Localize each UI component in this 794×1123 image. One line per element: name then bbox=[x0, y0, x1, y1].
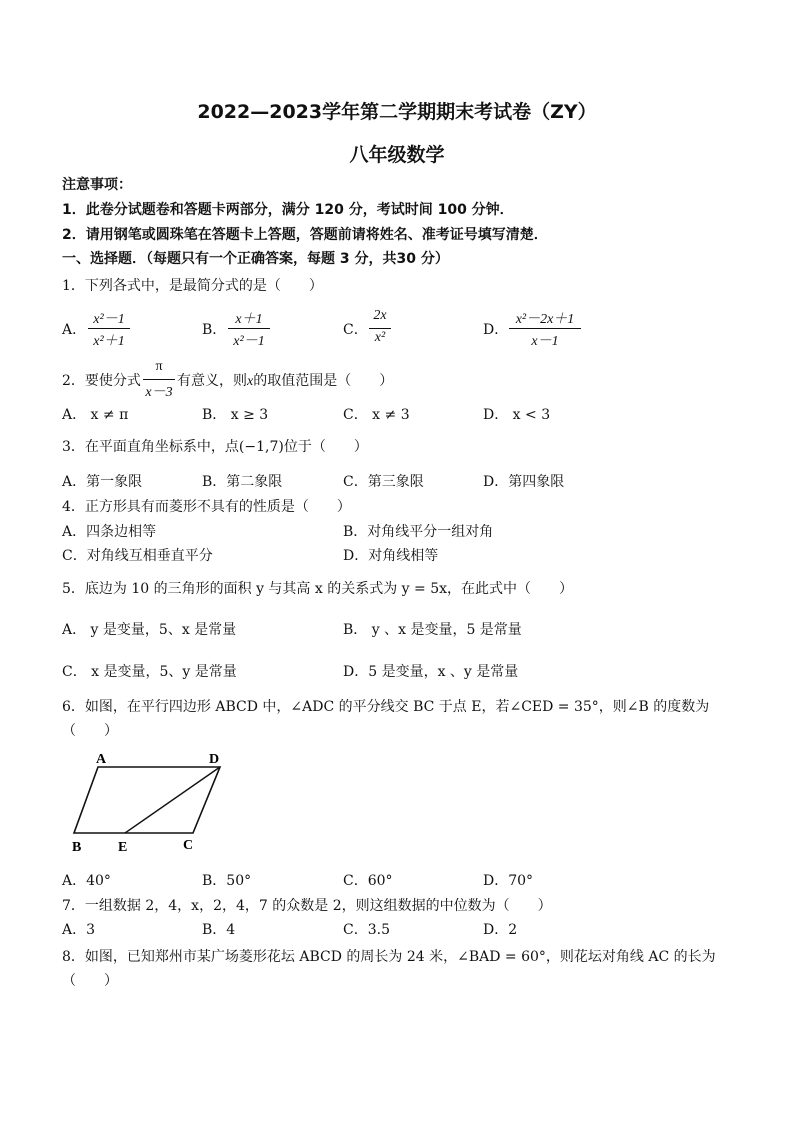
vertex-b-label: B bbox=[72, 840, 82, 855]
notes-item-2: 2．请用钢笔或圆珠笔在答题卡上答题，答题前请将姓名、准考证号填写清楚． bbox=[62, 227, 548, 243]
q1-option-b-fraction bbox=[228, 308, 270, 348]
q5-option-b: B． y 、x 是变量，5 是常量 bbox=[343, 622, 522, 638]
q2-numerator: π bbox=[155, 359, 163, 374]
q1-b-denominator: x²－1 bbox=[233, 334, 265, 349]
q2-stem-pre: 2．要使分式 bbox=[62, 373, 141, 389]
parallelogram-abcd bbox=[74, 767, 220, 833]
q2-stem-post-text: 有意义，则 bbox=[177, 373, 247, 389]
q6-stem: 6．如图，在平行四边形 ABCD 中，∠ADC 的平分线交 BC 于点 E，若∠CED = 35°，则∠B 的度数为 bbox=[62, 699, 710, 715]
q2-denominator: x－3 bbox=[145, 385, 173, 400]
q3-stem: 3．在平面直角坐标系中，点(−1,7)位于（ ） bbox=[62, 439, 368, 455]
q7-option-d: D．2 bbox=[483, 922, 518, 938]
q3-option-a: A．第一象限 bbox=[62, 474, 143, 490]
q5-option-a: A． y 是变量，5、x 是常量 bbox=[62, 622, 237, 638]
exam-title: 2022—2023学年第二学期期末考试卷（ZY） bbox=[197, 101, 597, 123]
q1-option-a-label: A． bbox=[62, 322, 87, 338]
q7-option-b: B．4 bbox=[202, 922, 236, 938]
vertex-c-label: C bbox=[183, 838, 194, 853]
fraction-bar bbox=[369, 328, 391, 329]
q2-stem-post bbox=[177, 370, 393, 390]
fraction-bar bbox=[143, 379, 175, 380]
point-e-label: E bbox=[118, 840, 128, 855]
notes-item-1: 1．此卷分试题卷和答题卡两部分，满分 120 分，考试时间 100 分钟． bbox=[62, 202, 514, 218]
vertex-d-label: D bbox=[209, 752, 220, 767]
q3-option-d: D．第四象限 bbox=[483, 474, 565, 490]
q5-option-d: D．5 是变量，x 、y 是常量 bbox=[343, 664, 519, 680]
q1-a-numerator: x²－1 bbox=[93, 312, 125, 327]
q1-option-a-fraction bbox=[88, 308, 130, 348]
q5-option-c: C． x 是变量，5、y 是常量 bbox=[62, 664, 237, 680]
q1-option-b-label: B． bbox=[202, 322, 227, 338]
q8-stem: 8．如图，已知郑州市某广场菱形花坛 ABCD 的周长为 24 米，∠BAD = 60°，则花坛对角线 AC 的长为 bbox=[62, 949, 716, 965]
q1-c-numerator: 2x bbox=[373, 308, 387, 323]
q2-option-d: D． x < 3 bbox=[483, 407, 551, 423]
q1-d-numerator: x²－2x＋1 bbox=[515, 312, 575, 327]
q2-fraction bbox=[143, 359, 175, 399]
q6-paren: （ ） bbox=[62, 723, 118, 739]
q4-option-d: D．对角线相等 bbox=[343, 548, 439, 564]
q6-option-d: D．70° bbox=[483, 873, 534, 889]
q2-option-a: A． x ≠ π bbox=[62, 407, 129, 423]
notes-heading: 注意事项： bbox=[62, 177, 132, 193]
q3-option-b: B．第二象限 bbox=[202, 474, 283, 490]
q6-option-c: C．60° bbox=[343, 873, 393, 889]
q6-option-a: A．40° bbox=[62, 873, 111, 889]
q4-stem: 4．正方形具有而菱形不具有的性质是（ ） bbox=[62, 499, 351, 515]
q3-option-c: C．第三象限 bbox=[343, 474, 424, 490]
q7-stem: 7．一组数据 2，4，x，2，4，7 的众数是 2，则这组数据的中位数为（ ） bbox=[62, 898, 552, 914]
q1-d-denominator: x－1 bbox=[531, 334, 559, 349]
q7-option-c: C．3.5 bbox=[343, 922, 390, 938]
q1-option-c-label: C． bbox=[343, 322, 368, 338]
q5-stem: 5．底边为 10 的三角形的面积 y 与其高 x 的关系式为 y = 5x，在此式中（ ） bbox=[62, 581, 574, 597]
q1-c-denominator: x² bbox=[374, 330, 386, 345]
q8-paren: （ ） bbox=[62, 973, 118, 989]
fraction-bar bbox=[228, 328, 270, 329]
q7-option-a: A．3 bbox=[62, 922, 96, 938]
q4-option-a: A．四条边相等 bbox=[62, 524, 157, 540]
q4-option-b: B．对角线平分一组对角 bbox=[343, 524, 494, 540]
fraction-bar bbox=[88, 328, 130, 329]
q4-option-c: C．对角线互相垂直平分 bbox=[62, 548, 213, 564]
q1-stem: 1．下列各式中，是最简分式的是（ ） bbox=[62, 278, 323, 294]
q2-var: x bbox=[247, 374, 254, 389]
exam-subtitle: 八年级数学 bbox=[349, 144, 445, 166]
q2-option-b: B． x ≥ 3 bbox=[202, 407, 269, 423]
q6-option-b: B．50° bbox=[202, 873, 252, 889]
q1-b-numerator: x＋1 bbox=[235, 312, 263, 327]
q2-stem-end: 的取值范围是（ ） bbox=[253, 373, 394, 389]
vertex-a-label: A bbox=[96, 752, 107, 767]
q1-option-d-label: D． bbox=[483, 322, 509, 338]
q1-option-c-fraction bbox=[369, 308, 391, 348]
fraction-bar bbox=[509, 328, 581, 329]
q2-option-c: C． x ≠ 3 bbox=[343, 407, 410, 423]
q6-parallelogram-figure bbox=[62, 745, 232, 857]
section-1-heading: 一、选择题．（每题只有一个正确答案，每题 3 分，共30 分） bbox=[62, 251, 449, 267]
q1-option-d-fraction bbox=[509, 308, 581, 348]
q1-a-denominator: x²＋1 bbox=[93, 334, 125, 349]
